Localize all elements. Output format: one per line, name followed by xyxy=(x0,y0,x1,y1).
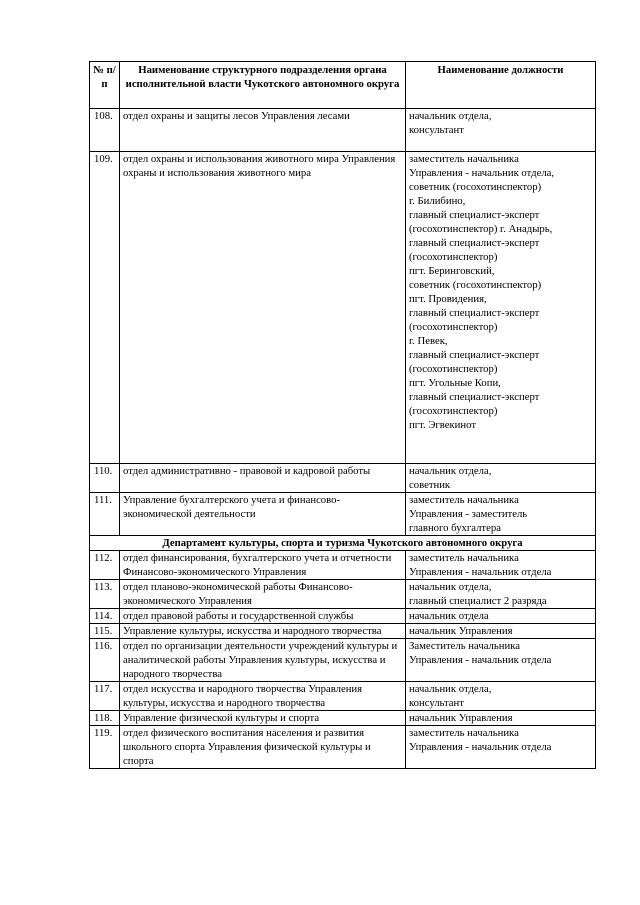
position-line: главный специалист-эксперт xyxy=(409,349,540,361)
position-line: начальник отдела, xyxy=(409,465,492,477)
position-line: главный специалист-эксперт xyxy=(409,237,540,249)
division-name: отдел искусства и народного творчества Управления культуры, искусства и народного творчества xyxy=(120,682,406,711)
division-name: отдел охраны и защиты лесов Управления лесами xyxy=(120,109,406,152)
division-name: отдел охраны и использования животного мира Управления охраны и использования животного мира xyxy=(120,152,406,464)
header-position: Наименование должности xyxy=(406,62,596,109)
position-line: Управления - начальник отдела xyxy=(409,741,552,753)
division-name: отдел физического воспитания населения и развития школьного спорта Управления физической культуры и спорта xyxy=(120,726,406,769)
position-line: Управления - заместитель xyxy=(409,508,528,520)
section-header-row xyxy=(90,536,596,551)
position-line: заместитель начальника xyxy=(409,552,519,564)
row-number: 115. xyxy=(90,624,120,639)
row-number: 111. xyxy=(90,493,120,536)
position-line: главный специалист-эксперт xyxy=(409,209,540,221)
position-list xyxy=(406,639,596,682)
row-number: 119. xyxy=(90,726,120,769)
position-list xyxy=(406,464,596,493)
division-name: отдел финансирования, бухгалтерского учета и отчетности Финансово-экономического Управления xyxy=(120,551,406,580)
division-name: отдел правовой работы и государственной службы xyxy=(120,609,406,624)
row-number: 117. xyxy=(90,682,120,711)
position-line: главного бухгалтера xyxy=(409,522,501,534)
table-row xyxy=(90,580,596,609)
row-number: 108. xyxy=(90,109,120,152)
position-list xyxy=(406,109,596,152)
position-list xyxy=(406,609,596,624)
position-list xyxy=(406,493,596,536)
row-number: 112. xyxy=(90,551,120,580)
position-line: начальник Управления xyxy=(409,712,513,724)
position-list xyxy=(406,152,596,464)
position-line: заместитель начальника xyxy=(409,494,519,506)
position-line: пгт. Эгвекинот xyxy=(409,419,476,431)
position-line: (госохотинспектор) xyxy=(409,405,498,417)
table-body xyxy=(90,109,596,769)
position-line: советник (госохотинспектор) xyxy=(409,181,542,193)
table-row xyxy=(90,682,596,711)
position-list xyxy=(406,682,596,711)
table-row xyxy=(90,152,596,464)
table-row xyxy=(90,624,596,639)
division-name: отдел административно - правовой и кадровой работы xyxy=(120,464,406,493)
position-list xyxy=(406,551,596,580)
position-line: главный специалист-эксперт xyxy=(409,391,540,403)
row-number: 118. xyxy=(90,711,120,726)
position-line: начальник Управления xyxy=(409,625,513,637)
position-line: главный специалист 2 разряда xyxy=(409,595,547,607)
position-line: начальник отдела, xyxy=(409,581,492,593)
division-name: отдел по организации деятельности учреждений культуры и аналитической работы Управления культуры, искусства и народного творчества xyxy=(120,639,406,682)
division-name: отдел планово-экономической работы Финансово-экономического Управления xyxy=(120,580,406,609)
row-number: 116. xyxy=(90,639,120,682)
table-row xyxy=(90,464,596,493)
positions-table xyxy=(89,61,596,769)
position-line: главный специалист-эксперт xyxy=(409,307,540,319)
position-line: Управления - начальник отдела xyxy=(409,654,552,666)
header-division: Наименование структурного подразделения органа исполнительной власти Чукотского автономного округа xyxy=(120,62,406,109)
position-line: начальник отдела, xyxy=(409,110,492,122)
table-row xyxy=(90,609,596,624)
division-name: Управление бухгалтерского учета и финансово-экономической деятельности xyxy=(120,493,406,536)
position-line: г. Певек, xyxy=(409,335,448,347)
position-line: (госохотинспектор) xyxy=(409,321,498,333)
table-row xyxy=(90,726,596,769)
position-list xyxy=(406,580,596,609)
table-row xyxy=(90,551,596,580)
position-line: начальник отдела xyxy=(409,610,489,622)
position-line: (госохотинспектор) xyxy=(409,251,498,263)
position-list xyxy=(406,624,596,639)
header-num: № п/п xyxy=(90,62,120,109)
row-number: 109. xyxy=(90,152,120,464)
position-line: заместитель начальника xyxy=(409,727,519,739)
position-line: пгт. Провидения, xyxy=(409,293,487,305)
row-number: 110. xyxy=(90,464,120,493)
position-line: Управления - начальник отдела, xyxy=(409,167,555,179)
table-row xyxy=(90,109,596,152)
division-name: Управление культуры, искусства и народного творчества xyxy=(120,624,406,639)
position-line: г. Билибино, xyxy=(409,195,466,207)
row-number: 114. xyxy=(90,609,120,624)
position-line: (госохотинспектор) г. Анадырь, xyxy=(409,223,553,235)
section-title: Департамент культуры, спорта и туризма Чукотского автономного округа xyxy=(90,536,596,551)
position-line: консультант xyxy=(409,697,464,709)
position-line: (госохотинспектор) xyxy=(409,363,498,375)
division-name: Управление физической культуры и спорта xyxy=(120,711,406,726)
position-line: пгт. Беринговский, xyxy=(409,265,495,277)
position-list xyxy=(406,711,596,726)
position-line: пгт. Угольные Копи, xyxy=(409,377,501,389)
position-line: заместитель начальника xyxy=(409,153,519,165)
position-line: Управления - начальник отдела xyxy=(409,566,552,578)
table-row xyxy=(90,639,596,682)
position-line: Заместитель начальника xyxy=(409,640,520,652)
position-line: консультант xyxy=(409,124,464,136)
row-number: 113. xyxy=(90,580,120,609)
table-header-row xyxy=(90,62,596,109)
table-row xyxy=(90,711,596,726)
position-line: советник xyxy=(409,479,451,491)
table-row xyxy=(90,493,596,536)
position-line: начальник отдела, xyxy=(409,683,492,695)
position-list xyxy=(406,726,596,769)
position-line: советник (госохотинспектор) xyxy=(409,279,542,291)
